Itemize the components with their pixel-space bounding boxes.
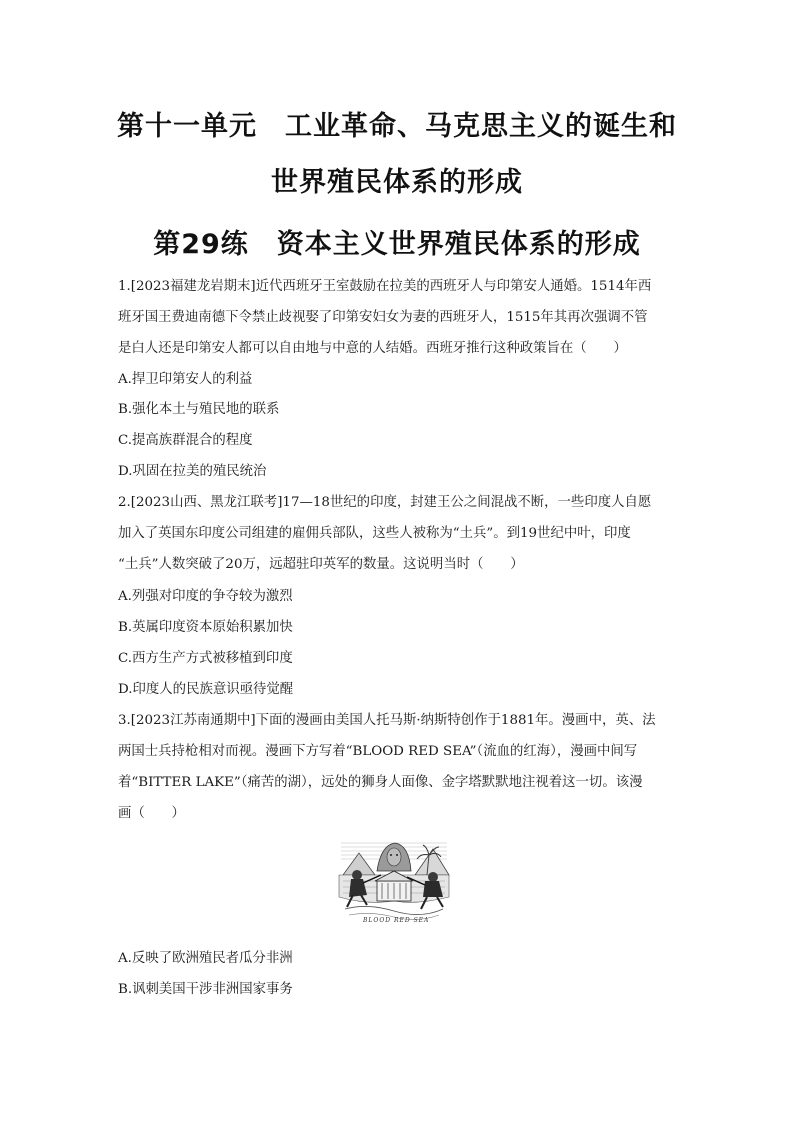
- question-1-option-d: D.巩固在拉美的殖民统治: [118, 464, 267, 479]
- question-1-line-2: 班牙国王费迪南德下令禁止歧视娶了印第安妇女为妻的西班牙人，1515年其再次强调不管: [118, 310, 648, 325]
- question-2-line-1: 2.[2023山西、黑龙江联考]17—18世纪的印度，封建王公之间混战不断，一些印度人自愿: [118, 495, 652, 510]
- cartoon-illustration: [337, 835, 451, 935]
- question-3-line-3: 着“BITTER LAKE”（痛苦的湖），远处的狮身人面像、金字塔默默地注视着这一切。该漫: [118, 775, 643, 790]
- question-2-option-c: C.西方生产方式被移植到印度: [118, 651, 293, 666]
- question-3-line-1: 3.[2023江苏南通期中]下面的漫画由美国人托马斯·纳斯特创作于1881年。漫画中，英、法: [118, 713, 656, 728]
- question-3-option-a: A.反映了欧洲殖民者瓜分非洲: [118, 951, 293, 966]
- question-1-line-1: 1.[2023福建龙岩期末]近代西班牙王室鼓励在拉美的西班牙人与印第安人通婚。1514年西: [118, 279, 652, 294]
- lesson-title: 第29练 资本主义世界殖民体系的形成: [153, 229, 641, 260]
- question-1-option-a: A.捍卫印第安人的利益: [118, 372, 253, 387]
- question-2-option-a: A.列强对印度的争夺较为激烈: [118, 589, 293, 604]
- question-2-line-3: “土兵”人数突破了20万，远超驻印英军的数量。这说明当时（ ）: [118, 557, 524, 572]
- question-1-line-3: 是白人还是印第安人都可以自由地与中意的人结婚。西班牙推行这种政策旨在（ ）: [118, 341, 627, 356]
- question-1-option-b: B.强化本土与殖民地的联系: [118, 402, 280, 417]
- question-3-line-4: 画（ ）: [118, 806, 185, 821]
- question-2-option-b: B.英属印度资本原始积累加快: [118, 620, 293, 635]
- question-2-option-d: D.印度人的民族意识亟待觉醒: [118, 682, 294, 697]
- unit-title-line-1: 第十一单元 工业革命、马克思主义的诞生和: [117, 111, 677, 142]
- question-1-option-c: C.提高族群混合的程度: [118, 433, 253, 448]
- question-3-line-2: 两国士兵持枪相对而视。漫画下方写着“BLOOD RED SEA”（流血的红海），漫画中间写: [118, 744, 638, 759]
- unit-title-line-2: 世界殖民体系的形成: [271, 167, 523, 198]
- cartoon-caption: BLOOD RED SEA: [363, 917, 430, 924]
- question-2-line-2: 加入了英国东印度公司组建的雇佣兵部队，这些人被称为“土兵”。到19世纪中叶，印度: [118, 526, 631, 541]
- question-3-option-b: B.讽刺美国干涉非洲国家事务: [118, 982, 293, 997]
